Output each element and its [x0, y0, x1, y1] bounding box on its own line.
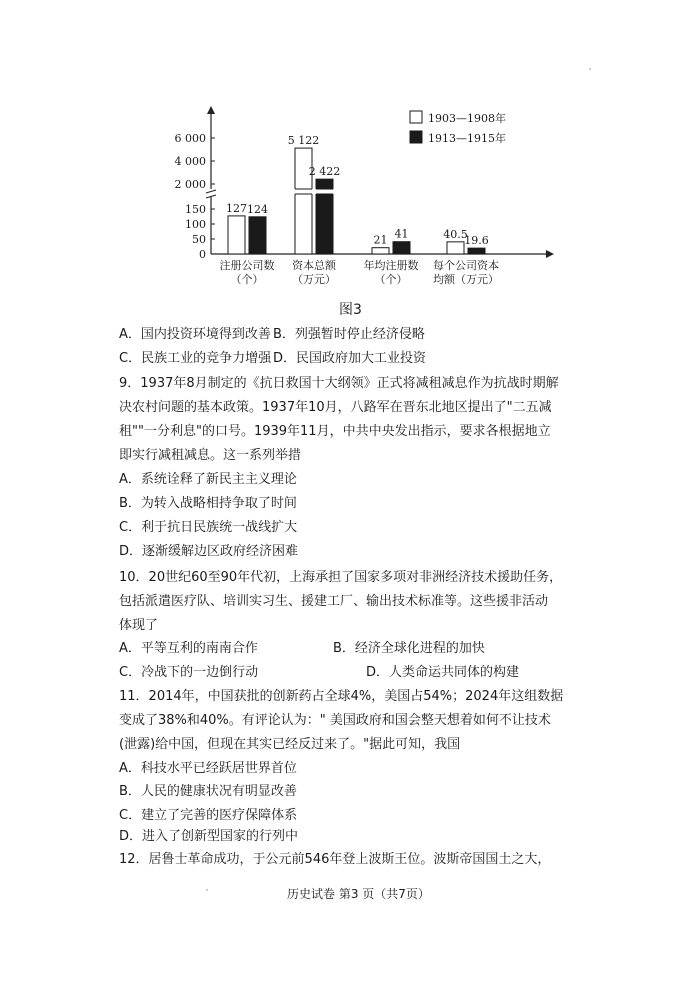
q11-option-a[interactable]: A．科技水平已经跃居世界首位: [119, 761, 297, 776]
q11-stem-line: (泄露)给中国，但现在其实已经反过来了。"据此可知，我国: [119, 737, 461, 752]
legend-label: 1913—1915年: [428, 132, 506, 145]
bar-break-gap: [294, 189, 313, 194]
figure-caption: 图3: [339, 302, 362, 318]
q9-stem-line: 租""一分利息"的口号。1939年11月，中共中央发出指示，要求各根据地立: [119, 424, 551, 439]
bar-chart: [174, 100, 548, 315]
q11-stem-line: 变成了38%和40%。有评论认为：" 美国政府和国会整天想着如何不让技术: [119, 713, 551, 728]
y-tick-label: 6 000: [174, 132, 206, 145]
x-axis-arrow: [546, 250, 554, 258]
q11-stem-line: 11．2014年，中国获批的创新药占全球4%，美国占54%；2024年这组数据: [119, 689, 564, 704]
scan-speck: [589, 68, 591, 70]
q9-stem-line: 即实行减租减息。这一系列举措: [119, 448, 302, 463]
q10-stem-line: 10．20世纪60至90年代初，上海承担了国家多项对非洲经济技术援助任务，: [119, 570, 563, 585]
data-label: 19.6: [464, 234, 489, 248]
q8-option-a[interactable]: A．国内投资环境得到改善: [119, 327, 271, 342]
data-label: 5 122: [287, 134, 320, 148]
q11-option-c[interactable]: C．建立了完善的医疗保障体系: [119, 808, 298, 823]
q11-option-b[interactable]: B．人民的健康状况有明显改善: [119, 784, 297, 799]
bar: [295, 148, 312, 254]
category-label: 资本总额: [292, 259, 336, 272]
legend-swatch: [410, 131, 422, 143]
q8-option-c[interactable]: C．民族工业的竞争力增强: [119, 351, 272, 366]
page-footer: 历史试卷 第3 页（共7页）: [287, 887, 430, 901]
y-tick-label: 0: [199, 248, 206, 261]
category-label: （万元）: [292, 273, 336, 286]
data-label: 40.5: [443, 227, 468, 241]
axis-break-mark: [206, 190, 216, 193]
category-label: 均额（万元）: [433, 273, 499, 286]
bar: [228, 216, 245, 254]
y-axis-arrow: [207, 106, 215, 114]
q8-option-d[interactable]: D．民国政府加大工业投资: [273, 351, 427, 366]
category-label: 每个公司资本: [433, 259, 499, 272]
bar: [447, 242, 464, 254]
y-tick-label: 100: [185, 218, 206, 231]
q9-option-c[interactable]: C．利于抗日民族统一战线扩大: [119, 520, 298, 535]
q11-option-d[interactable]: D．进入了创新型国家的行列中: [119, 829, 299, 844]
legend-label: 1903—1908年: [428, 112, 506, 125]
data-label: 127: [226, 201, 247, 215]
data-label: 21: [373, 233, 388, 247]
bar: [468, 248, 485, 254]
y-tick-label: 50: [192, 233, 206, 246]
category-label: 注册公司数: [219, 259, 275, 272]
data-label: 124: [247, 202, 268, 216]
y-tick-label: 2 000: [174, 178, 206, 191]
q10-option-c[interactable]: C．冷战下的一边倒行动: [119, 665, 259, 680]
category-label: （个）: [230, 273, 264, 286]
q8-option-b[interactable]: B．列强暂时停止经济侵略: [273, 327, 425, 342]
legend-swatch: [410, 111, 422, 123]
y-tick-label: 4 000: [174, 155, 206, 168]
q9-stem-line: 决农村问题的基本政策。1937年10月，八路军在晋东北地区提出了"二五减: [119, 400, 552, 415]
q10-option-d[interactable]: D．人类命运共同体的构建: [366, 665, 520, 680]
bar: [372, 248, 389, 254]
category-label: 年均注册数: [363, 259, 419, 272]
q9-option-a[interactable]: A．系统诠释了新民主主义理论: [119, 472, 297, 487]
category-label: （个）: [374, 273, 408, 286]
q10-option-b[interactable]: B．经济全球化进程的加快: [333, 641, 485, 656]
data-label: 41: [394, 227, 409, 241]
data-label: 2 422: [308, 165, 341, 179]
q10-option-a[interactable]: A．平等互利的南南合作: [119, 641, 258, 656]
q10-stem-line: 体现了: [119, 618, 159, 633]
q9-option-d[interactable]: D．逐渐缓解边区政府经济困难: [119, 544, 299, 559]
q10-stem-line: 包括派遣医疗队、培训实习生、援建工厂、输出技术标准等。这些援非活动: [119, 594, 549, 609]
y-tick-label: 150: [185, 203, 206, 216]
bar: [249, 217, 266, 254]
q12-stem-line: 12．居鲁士革命成功，于公元前546年登上波斯王位。波斯帝国国土之大，: [119, 852, 551, 867]
q9-option-b[interactable]: B．为转入战略相持争取了时间: [119, 496, 297, 511]
bar-break-gap: [315, 189, 334, 194]
scan-speck: [206, 889, 208, 891]
q9-stem-line: 9．1937年8月制定的《抗日救国十大纲领》正式将减租减息作为抗战时期解: [119, 376, 559, 391]
bar: [393, 242, 410, 254]
